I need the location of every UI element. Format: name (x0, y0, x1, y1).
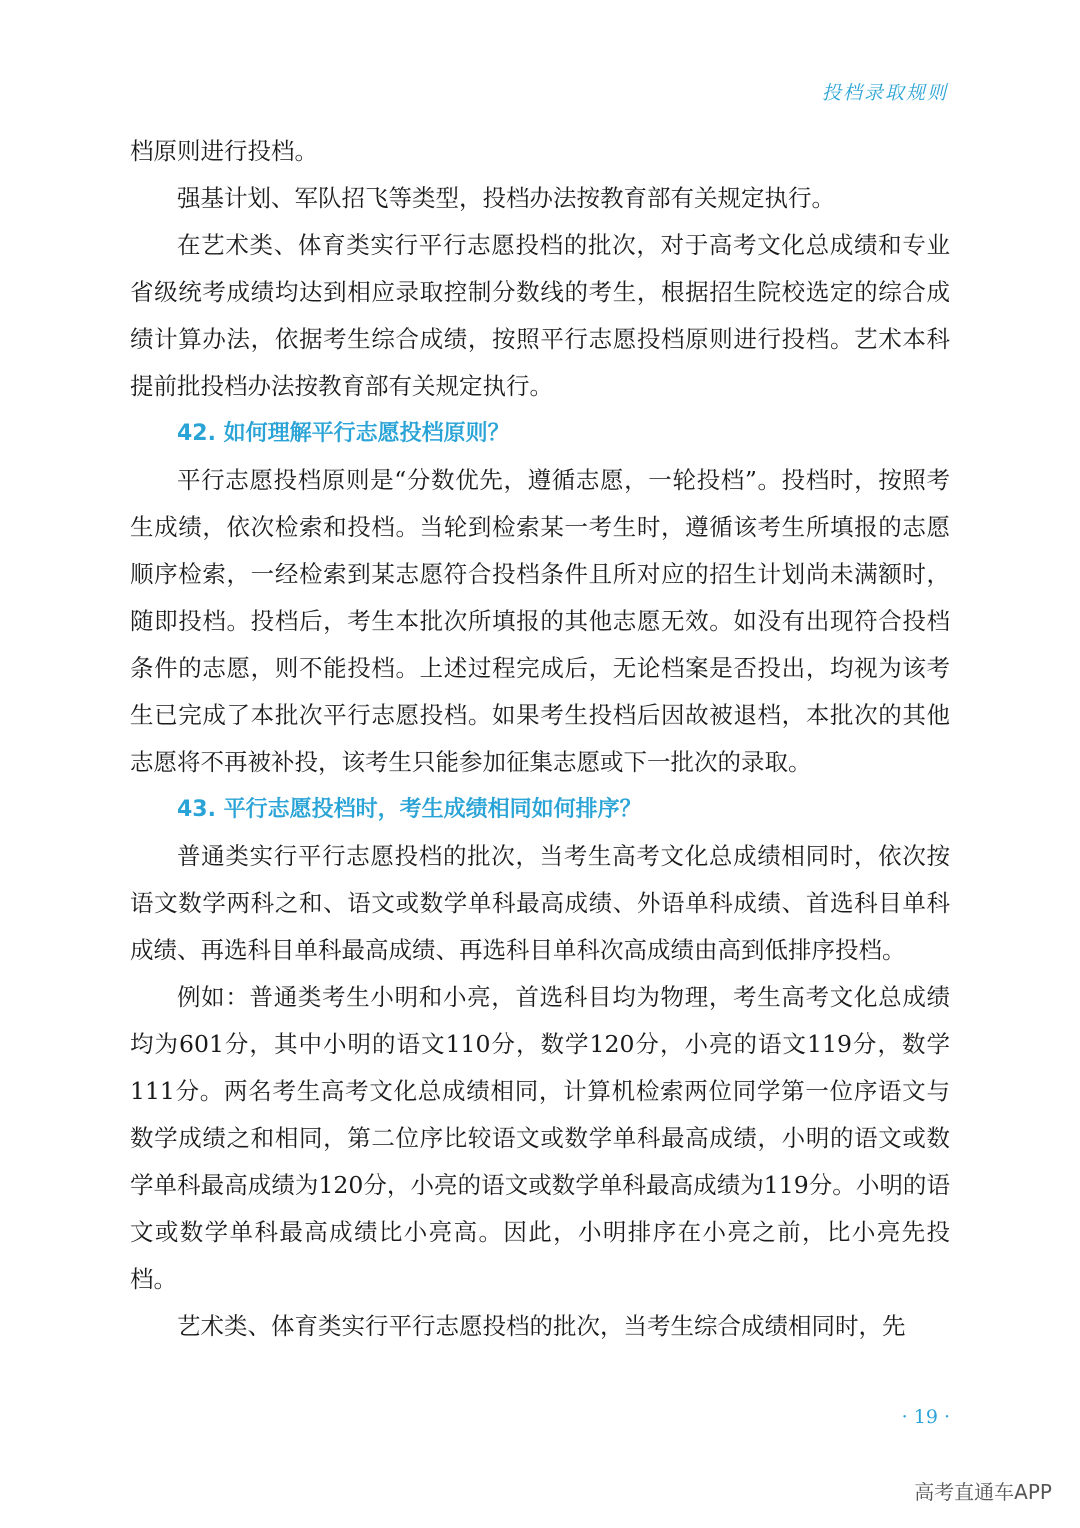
question-43-example: 例如：普通类考生小明和小亮，首选科目均为物理，考生高考文化总成绩均为601分，其中小明的语文110分，数学120分，小亮的语文119分，数学111分。两名考生高考文化总成绩相同，计算机检索两位同学第一位序语文与数学成绩之和相同，第二位序比较语文或数学单科最高成绩，小明的语文或数学单科最高成绩为120分，小亮的语文或数学单科最高成绩为119分。小明的语文或数学单科最高成绩比小亮高。因此，小明排序在小亮之前，比小亮先投档。 (130, 983, 950, 1293)
question-42-body: 平行志愿投档原则是“分数优先，遵循志愿，一轮投档”。投档时，按照考生成绩，依次检索和投档。当轮到检索某一考生时，遵循该考生所填报的志愿顺序检索，一经检索到某志愿符合投档条件且所对应的招生计划尚未满额时，随即投档。投档后，考生本批次所填报的其他志愿无效。如没有出现符合投档条件的志愿，则不能投档。上述过程完成后，无论档案是否投出，均视为该考生已完成了本批次平行志愿投档。如果考生投档后因故被退档，本批次的其他志愿将不再被补投，该考生只能参加征集志愿或下一批次的录取。 (130, 466, 950, 776)
question-43-body-cont: 艺术类、体育类实行平行志愿投档的批次，当考生综合成绩相同时，先 (177, 1312, 906, 1340)
question-42-heading: 42. 如何理解平行志愿投档原则？ (177, 421, 510, 446)
question-43-body: 普通类实行平行志愿投档的批次，当考生高考文化总成绩相同时，依次按语文数学两科之和、语文或数学单科最高成绩、外语单科成绩、首选科目单科成绩、再选科目单科最高成绩、再选科目单科次高成绩由高到低排序投档。 (130, 842, 950, 964)
paragraph: 强基计划、军队招飞等类型，投档办法按教育部有关规定执行。 (177, 184, 835, 212)
paragraph: 档原则进行投档。 (130, 137, 318, 165)
running-header: 投档录取规则 (821, 82, 948, 104)
footer-brand: 高考直通车APP (914, 1480, 1052, 1504)
paragraph: 在艺术类、体育类实行平行志愿投档的批次，对于高考文化总成绩和专业省级统考成绩均达到相应录取控制分数线的考生，根据招生院校选定的综合成绩计算办法，依据考生综合成绩，按照平行志愿投档原则进行投档。艺术本科提前批投档办法按教育部有关规定执行。 (130, 231, 950, 400)
question-43-heading: 43. 平行志愿投档时，考生成绩相同如何排序？ (177, 797, 642, 822)
page-number: · 19 · (901, 1406, 950, 1428)
page-content (130, 128, 950, 1350)
